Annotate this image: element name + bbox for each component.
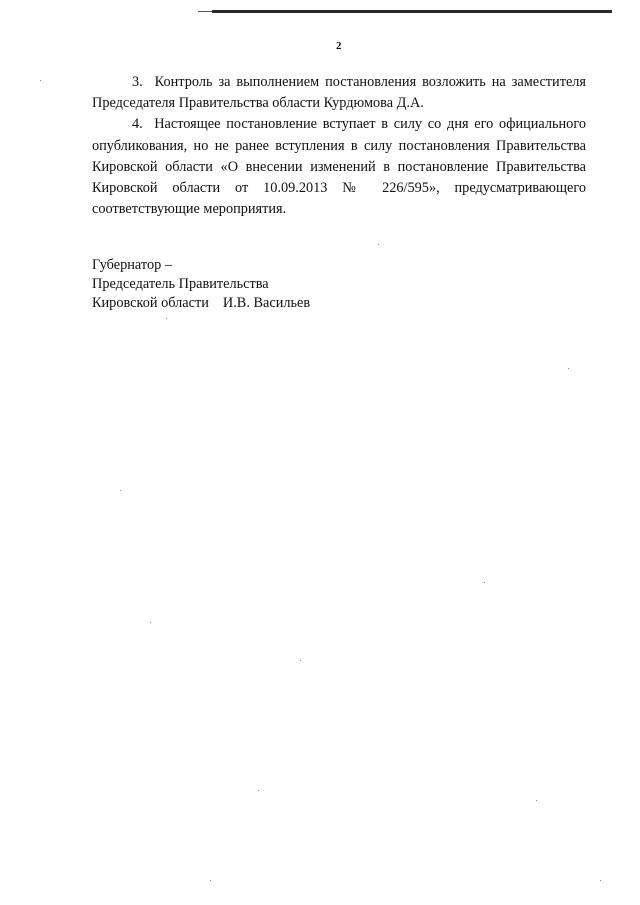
signatory-name: И.В. Васильев <box>222 295 311 311</box>
scan-speck <box>600 880 601 881</box>
paragraph-3 <box>92 72 586 114</box>
scan-speck <box>258 790 259 791</box>
paragraph-4 <box>92 114 586 220</box>
scan-speck <box>150 622 151 623</box>
signature-title-line3 <box>92 294 310 313</box>
scan-speck <box>536 800 537 801</box>
paragraph-text: Контроль за выполнением постановления возложить на заместителя Председателя Правительства области Курдюмова Д.А. <box>92 74 586 112</box>
scan-speck <box>210 880 211 881</box>
scan-speck <box>484 582 485 583</box>
scan-speck <box>40 80 41 81</box>
scan-speck <box>568 368 569 369</box>
signature-block <box>92 256 310 313</box>
signature-title-line2: Председатель Правительства <box>92 276 269 292</box>
scan-speck <box>166 318 167 319</box>
document-body <box>92 72 586 220</box>
scan-speck <box>300 660 301 661</box>
scan-speck <box>378 244 379 245</box>
page-number: 2 <box>336 40 342 52</box>
paragraph-number: 4. <box>132 116 143 133</box>
paragraph-number: 3. <box>132 74 143 90</box>
signature-region: Кировской области <box>92 295 209 311</box>
paragraph-text: Настоящее постановление вступает в силу со дня его официального опубликования, но не ранее вступления в силу постановления Правительства Кировской области «О внесении изменений в постановление Правительства Кировской области от 10.09.2013 № 226/595», предусматривающего соответствующие мероприятия. <box>92 116 586 218</box>
scan-speck <box>120 490 121 491</box>
header-rule <box>212 10 612 13</box>
signature-title-line1: Губернатор – <box>92 257 172 273</box>
